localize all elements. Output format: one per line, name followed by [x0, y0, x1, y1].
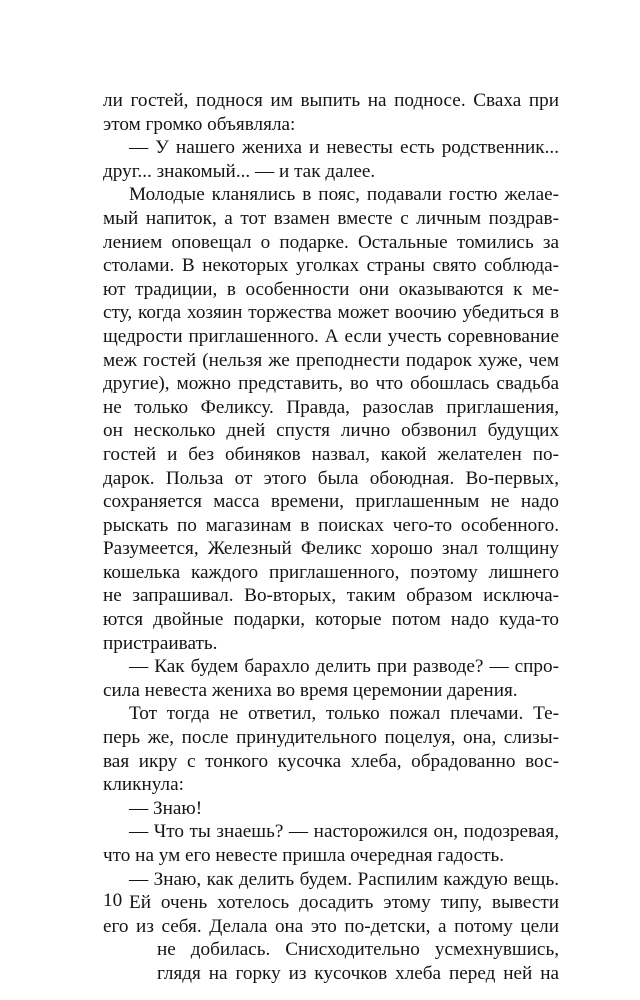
text-line: не только Феликсу. Правда, разослав приглашения,	[103, 396, 559, 418]
text-line: рыскать по магазинам в поисках чего-то особенного.	[103, 514, 559, 536]
text-line: лением оповещал о подарке. Остальные томились за	[103, 231, 559, 253]
text-line: пристраивать.	[103, 632, 218, 654]
text-line: не запрашивал. Во-вторых, таким образом исключа-	[103, 585, 559, 607]
text-line: — Знаю!	[129, 797, 203, 819]
text-line: сту, когда хозяин торжества может воочию убедиться в	[103, 302, 559, 324]
text-line: он несколько дней спустя лично обзвонил будущих	[103, 420, 559, 442]
text-line: — Что ты знаешь? — насторожился он, подозревая,	[129, 821, 559, 843]
text-line: дарок. Польза от этого была обоюдная. Во-первых,	[103, 467, 559, 489]
page-number: 10	[103, 890, 123, 911]
text-line: щедрости приглашенного. А если учесть соревнование	[103, 325, 559, 347]
text-lines	[103, 89, 559, 986]
text-line: глядя на горку из кусочков хлеба перед ней на	[157, 962, 559, 984]
text-line: сохраняется масса времени, приглашенным не надо	[103, 491, 559, 513]
text-line: сила невеста жениха во время церемонии дарения.	[103, 679, 518, 701]
text-line: вая икру с тонкого кусочка хлеба, обрадованно вос-	[103, 750, 559, 772]
text-line: ются двойные подарки, которые потом надо куда-то	[103, 609, 559, 631]
text-line: Тот тогда не ответил, только пожал плечами. Те-	[129, 703, 559, 725]
text-line: ют традиции, в особенности они оказываются к ме-	[103, 278, 559, 300]
text-line: Молодые кланялись в пояс, подавали гостю желае-	[129, 184, 559, 206]
text-line: кликнула:	[103, 774, 184, 796]
text-line: гостей и без обиняков назвал, какой желателен по-	[103, 443, 559, 465]
text-line: его из себя. Делала она это по-детски, а потому цели	[103, 915, 559, 937]
text-line: — Знаю, как делить будем. Распилим каждую вещь.	[129, 868, 559, 890]
text-line: Разумеется, Железный Феликс хорошо знал толщину	[103, 538, 559, 560]
text-line: этом громко объявляла:	[103, 113, 296, 135]
text-line: друг... знакомый... — и так далее.	[103, 160, 376, 182]
text-line: столами. В некоторых уголках страны свято соблюда-	[103, 255, 559, 277]
text-line: — У нашего жениха и невесты есть родственник...	[129, 137, 559, 159]
text-line: другие), можно представить, во что обошлась свадьба	[103, 373, 559, 395]
text-line: Ей очень хотелось досадить этому типу, вывести	[129, 892, 559, 914]
text-line: мый напиток, а тот взамен вместе с личным поздрав-	[103, 207, 559, 229]
text-line: кошелька каждого приглашенного, поэтому лишнего	[103, 561, 559, 583]
text-line: не добилась. Снисходительно усмехнувшись,	[157, 939, 559, 961]
text-line: ли гостей, поднося им выпить на подносе. Сваха при	[103, 90, 559, 111]
text-line: — Как будем барахло делить при разводе? — спро-	[129, 656, 559, 678]
text-line: перь же, после принудительного поцелуя, она, слизы-	[103, 727, 559, 749]
body-text	[103, 89, 559, 986]
text-line: меж гостей (нельзя же преподнести подарок хуже, чем	[103, 349, 559, 371]
text-line: что на ум его невесте пришла очередная гадость.	[103, 845, 505, 866]
